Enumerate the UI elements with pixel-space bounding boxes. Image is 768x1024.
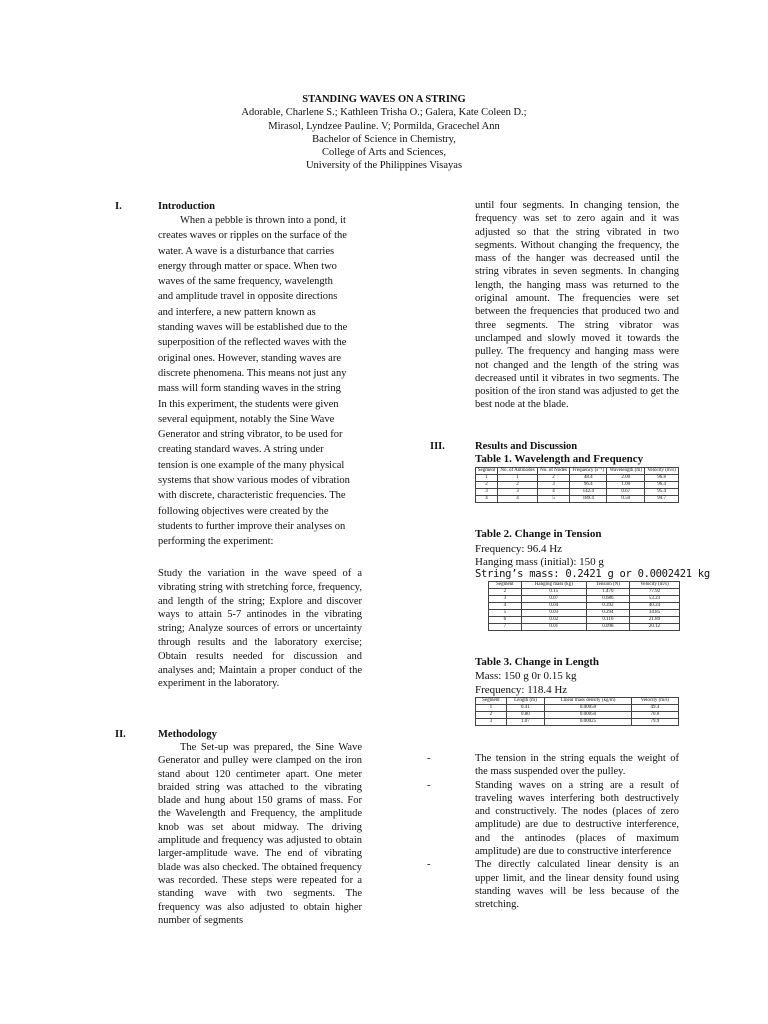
table-cell: 40.24 bbox=[629, 603, 679, 610]
table1-header-cell: No. of Antinodes bbox=[498, 468, 538, 475]
intro-line: mass will form standing waves in the string bbox=[158, 383, 341, 395]
intro-line: original ones. However, standing waves are bbox=[158, 352, 341, 364]
bullet-marker: - bbox=[427, 753, 431, 764]
table-cell: 70.0 bbox=[631, 712, 678, 719]
authors-line-2: Mirasol, Lyndzee Pauline. V; Pormilda, Gracechel Ann bbox=[268, 120, 500, 132]
table3-header-cell: Segment bbox=[476, 698, 507, 705]
intro-line: tension is one example of the many physical bbox=[158, 459, 345, 471]
degree-line: Bachelor of Science in Chemistry, bbox=[312, 133, 456, 145]
intro-line: creates waves or ripples on the surface of the bbox=[158, 230, 347, 242]
table2 bbox=[488, 581, 680, 631]
intro-line: students to further improve their analyses on bbox=[158, 520, 346, 532]
table2-hanging-mass: Hanging mass (initial): 150 g bbox=[475, 556, 604, 568]
table-cell: 34.85 bbox=[629, 610, 679, 617]
intro-line: discrete phenomena. This means not just any bbox=[158, 367, 347, 379]
table3-header-cell: Linear mass density (kg/m) bbox=[545, 698, 632, 705]
intro-line: When a pebble is thrown into a pond, it bbox=[180, 215, 346, 226]
table2-header-row bbox=[489, 582, 680, 589]
table-row bbox=[476, 496, 679, 503]
table-cell: 0.80 bbox=[506, 712, 544, 719]
intro-line: superposition of the reflected waves with the bbox=[158, 337, 347, 349]
intro-line: and amplitude travel in opposite directions bbox=[158, 291, 338, 303]
intro-line: waves of the same frequency, wavelength bbox=[158, 276, 333, 288]
table-cell: 5 bbox=[538, 496, 570, 503]
table-row bbox=[476, 712, 679, 719]
table-cell: 48.4 bbox=[570, 475, 607, 482]
table-cell: 1 bbox=[476, 475, 498, 482]
table-cell: 0.116 bbox=[586, 617, 629, 624]
intro-line: following objectives were created by the bbox=[158, 505, 329, 517]
table-cell: 21.89 bbox=[629, 617, 679, 624]
intro-line: creating standard waves. A string under bbox=[158, 444, 324, 456]
section-number-results: III. bbox=[430, 441, 445, 452]
intro-line: and interfere, a new pattern known as bbox=[158, 306, 316, 318]
paper-title: STANDING WAVES ON A STRING bbox=[302, 94, 466, 105]
table-cell: 95.4 bbox=[645, 489, 679, 496]
table2-header-cell: Tension (N) bbox=[586, 582, 629, 589]
table-cell: 1.470 bbox=[586, 589, 629, 596]
intro-line: In this experiment, the students were given bbox=[158, 398, 339, 410]
table1-header-cell: Frequency (s⁻¹) bbox=[570, 468, 607, 475]
bullet-text: The tension in the string equals the weight of the mass suspended over the pulley. bbox=[475, 753, 679, 778]
section-number-intro: I. bbox=[115, 201, 122, 212]
table1-header-row bbox=[476, 468, 679, 475]
table1 bbox=[475, 467, 679, 503]
table-cell: 2 bbox=[498, 482, 538, 489]
intro-line: energy through matter or space. When two bbox=[158, 260, 337, 272]
table2-string-mass: String’s mass: 0.2421 g or 0.0002421 kg bbox=[475, 568, 710, 580]
table1-header-cell: No. of Nodes bbox=[538, 468, 570, 475]
table-row bbox=[489, 589, 680, 596]
table-cell: 77.92 bbox=[629, 589, 679, 596]
table-cell: 1.00 bbox=[607, 482, 645, 489]
bullet-text: The directly calculated linear density is an upper limit, and the linear density found using standing waves will be less because of the stretching. bbox=[475, 859, 679, 911]
table-cell: 5 bbox=[489, 610, 522, 617]
table-cell: 2 bbox=[476, 482, 498, 489]
list-item bbox=[427, 858, 679, 911]
table-cell: 0.00050 bbox=[545, 705, 632, 712]
bullet-text: Standing waves on a string are a result of traveling waves interfering both destructively and constructively. The nodes (places of zero amplitude) are due to destructive interference, and the antinodes (places of maximum amplitude) are due to constructive interference bbox=[475, 779, 679, 858]
table-cell: 1 bbox=[498, 475, 538, 482]
table-cell: 96.4 bbox=[570, 482, 607, 489]
table-cell: 0.04 bbox=[521, 603, 586, 610]
table-cell: 0.00050 bbox=[545, 712, 632, 719]
table2-title: Table 2. Change in Tension bbox=[475, 528, 602, 540]
table-cell: 3 bbox=[476, 719, 507, 726]
table-cell: 0.686 bbox=[586, 596, 629, 603]
section-title-methodology: Methodology bbox=[158, 729, 217, 740]
table-cell: 94.7 bbox=[645, 496, 679, 503]
section-title-results: Results and Discussion bbox=[475, 441, 578, 452]
methodology-continued-paragraph: until four segments. In changing tension, the frequency was set to zero again and it was adjusted so that the string vibrated in two segments. Without changing the frequency, the mass of the hanger was decreased until the string vibrates in seven segments. In changing length, the hanging mass was returned to the original amount. The frequencies were set between the frequencies that produced two and three segments. The string vibrator was unclamped and slowly moved it towards the pulley. The frequency and hanging mass were not changed and the length of the string was decreased until it vibrates in two segments. The position of the iron stand was adjusted to get the best node at the blade. bbox=[475, 200, 679, 411]
table-cell: 142.4 bbox=[570, 489, 607, 496]
table-cell: 79.9 bbox=[631, 719, 678, 726]
table-cell: 2 bbox=[489, 589, 522, 596]
table-cell: 0.41 bbox=[506, 705, 544, 712]
table-row bbox=[489, 603, 680, 610]
table-row bbox=[489, 596, 680, 603]
table-cell: 3 bbox=[476, 489, 498, 496]
table-cell: 3 bbox=[489, 596, 522, 603]
list-item bbox=[427, 779, 679, 859]
table1-header-cell: Segment bbox=[476, 468, 498, 475]
table-cell: 1 bbox=[476, 705, 507, 712]
table3 bbox=[475, 697, 679, 726]
table-cell: 4 bbox=[498, 496, 538, 503]
table-row bbox=[489, 624, 680, 631]
table-cell: 0.00025 bbox=[545, 719, 632, 726]
intro-line: several equipment, notably the Sine Wave bbox=[158, 413, 335, 425]
table2-header-cell: Hanging mass (kg) bbox=[521, 582, 586, 589]
table3-frequency: Frequency: 118.4 Hz bbox=[475, 684, 568, 696]
table2-header-cell: Velocity (m/s) bbox=[629, 582, 679, 589]
table-cell: 2.00 bbox=[607, 475, 645, 482]
discussion-bullets bbox=[427, 752, 679, 912]
intro-line: water. A wave is a disturbance that carries bbox=[158, 245, 335, 257]
intro-line: systems that show various modes of vibration bbox=[158, 475, 350, 487]
table-cell: 0.01 bbox=[521, 624, 586, 631]
objectives-paragraph: Study the variation in the wave speed of a vibrating string with stretching force, frequency, and length of the string; Explore and discover ways to attain 5-7 antinodes in the vibrating string; Analyze sources of errors or uncertainty through results and the laboratory exercise; Obtain results needed for discussion and analyses and; Maintain a proper conduct of the experiment in the laboratory. bbox=[158, 568, 362, 690]
section-number-methodology: II. bbox=[115, 729, 126, 740]
table1-header-cell: Velocity (m/s) bbox=[645, 468, 679, 475]
table-row bbox=[476, 482, 679, 489]
table3-header-cell: Length (m) bbox=[506, 698, 544, 705]
table-row bbox=[489, 617, 680, 624]
intro-line: performing the experiment: bbox=[158, 536, 274, 548]
table3-title: Table 3. Change in Length bbox=[475, 656, 599, 668]
intro-line: standing waves will be established due to the bbox=[158, 322, 348, 334]
table-cell: 4 bbox=[489, 603, 522, 610]
table-cell: 0.15 bbox=[521, 589, 586, 596]
table1-title: Table 1. Wavelength and Frequency bbox=[475, 453, 644, 465]
table-cell: 0.02 bbox=[521, 617, 586, 624]
intro-line: Generator and string vibrator, to be used for bbox=[158, 429, 343, 441]
table-cell: 7 bbox=[489, 624, 522, 631]
table-cell: 20.12 bbox=[629, 624, 679, 631]
methodology-paragraph: The Set-up was prepared, the Sine Wave Generator and pulley were clamped on the iron stand about 120 centimeter apart. One meter braided string was attached to the vibrating blade and hung about 150 grams of mass. For the Wavelength and Frequency, the amplitude knob was set about midway. The driving amplitude and frequency was adjusted to obtain larger-amplitude wave. The end of vibrating blade was also checked. The obtained frequency was recorded. These steps were repeated for a standing wave with two segments. The frequency was also adjusted to obtain higher number of segments bbox=[158, 742, 362, 926]
table-cell: 0.03 bbox=[521, 610, 586, 617]
intro-paragraph bbox=[158, 213, 362, 550]
table-cell: 2 bbox=[538, 475, 570, 482]
table-row bbox=[476, 719, 679, 726]
table-row bbox=[489, 610, 680, 617]
list-item bbox=[427, 752, 679, 779]
table1-header-cell: Wavelength (m) bbox=[607, 468, 645, 475]
table-cell: 6 bbox=[489, 617, 522, 624]
college-line: College of Arts and Sciences, bbox=[322, 147, 446, 159]
table-cell: 2 bbox=[476, 712, 507, 719]
table-cell: 0.50 bbox=[607, 496, 645, 503]
table-cell: 96.8 bbox=[645, 475, 679, 482]
university-line: University of the Philippines Visayas bbox=[305, 160, 463, 172]
table-row bbox=[476, 475, 679, 482]
table3-header-row bbox=[476, 698, 679, 705]
table-cell: 189.4 bbox=[570, 496, 607, 503]
table-cell: 0.67 bbox=[607, 489, 645, 496]
table-cell: 4 bbox=[476, 496, 498, 503]
table-cell: 0.07 bbox=[521, 596, 586, 603]
intro-line: with discrete, characteristic frequencies. The bbox=[158, 490, 346, 502]
table-cell: 3 bbox=[538, 482, 570, 489]
table-cell: 0.392 bbox=[586, 603, 629, 610]
table-cell: 0.098 bbox=[586, 624, 629, 631]
table2-header-cell: Segment bbox=[489, 582, 522, 589]
table-cell: 3 bbox=[498, 489, 538, 496]
table2-frequency: Frequency: 96.4 Hz bbox=[475, 543, 563, 555]
bullet-marker: - bbox=[427, 859, 431, 871]
table-cell: 1.07 bbox=[506, 719, 544, 726]
authors-line-1: Adorable, Charlene S.; Kathleen Trisha O.; Galera, Kate Coleen D.; bbox=[241, 107, 527, 119]
table-row bbox=[476, 489, 679, 496]
table-cell: 49.4 bbox=[631, 705, 678, 712]
table-cell: 0.294 bbox=[586, 610, 629, 617]
paper-header bbox=[0, 93, 768, 173]
section-title-intro: Introduction bbox=[158, 201, 215, 212]
table-cell: 4 bbox=[538, 489, 570, 496]
table-cell: 96.4 bbox=[645, 482, 679, 489]
table-cell: 53.23 bbox=[629, 596, 679, 603]
table-row bbox=[476, 705, 679, 712]
table3-mass: Mass: 150 g 0r 0.15 kg bbox=[475, 670, 577, 682]
table3-header-cell: Velocity (m/s) bbox=[631, 698, 678, 705]
bullet-marker: - bbox=[427, 779, 431, 791]
